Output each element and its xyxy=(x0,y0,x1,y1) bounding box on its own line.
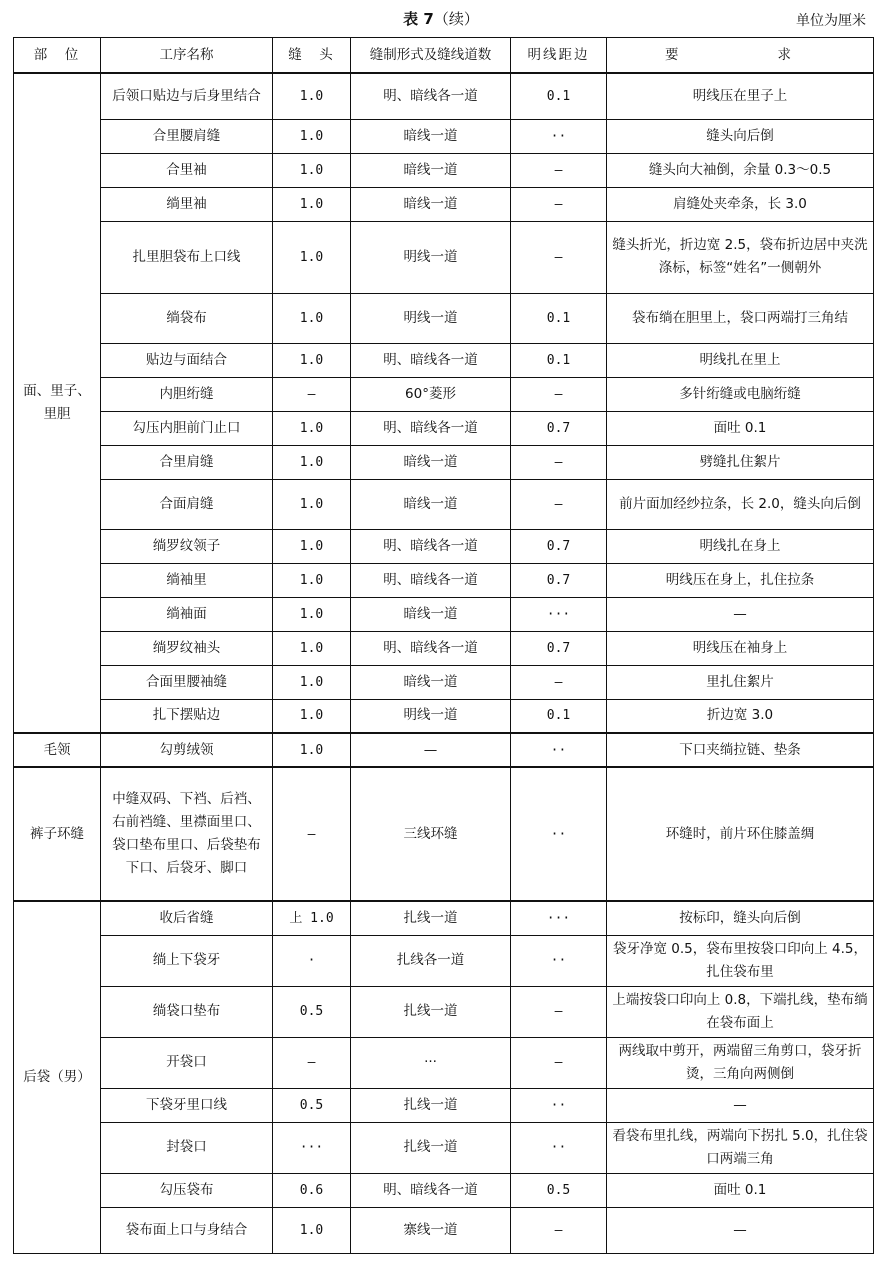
topstitch-distance-cell: — xyxy=(511,986,607,1037)
header-topstitch-distance: 明线距边 xyxy=(511,38,607,74)
stitch-form-cell: 寨线一道 xyxy=(351,1207,511,1253)
process-cell: 绱袖面 xyxy=(101,597,273,631)
table-row xyxy=(14,221,874,293)
requirement-cell: 折边宽 3.0 xyxy=(607,699,874,733)
stitch-form-cell: 明、暗线各一道 xyxy=(351,343,511,377)
table-row xyxy=(14,767,874,901)
process-cell: 合里腰肩缝 xyxy=(101,119,273,153)
requirement-cell: 明线压在袖身上 xyxy=(607,631,874,665)
seam-allowance-cell: 1.0 xyxy=(273,631,351,665)
table-title-text: 表 7 xyxy=(403,10,434,28)
process-cell: 扎下摆贴边 xyxy=(101,699,273,733)
stitch-form-cell: 明、暗线各一道 xyxy=(351,563,511,597)
process-cell: 中缝双码、下裆、后裆、右前裆缝、里襟面里口、袋口垫布里口、后袋垫布下口、后袋牙、脚口 xyxy=(101,767,273,901)
stitch-form-cell: — xyxy=(351,733,511,767)
process-cell: 合里肩缝 xyxy=(101,445,273,479)
process-cell: 绱袋口垫布 xyxy=(101,986,273,1037)
table-row xyxy=(14,563,874,597)
seam-allowance-cell: 1.0 xyxy=(273,479,351,529)
requirement-cell: 明线压在身上，扎住拉条 xyxy=(607,563,874,597)
process-cell: 贴边与面结合 xyxy=(101,343,273,377)
seam-allowance-cell: 1.0 xyxy=(273,343,351,377)
table-row xyxy=(14,699,874,733)
process-cell: 内胆绗缝 xyxy=(101,377,273,411)
seam-allowance-cell: 1.0 xyxy=(273,119,351,153)
requirement-cell: 劈缝扎住絮片 xyxy=(607,445,874,479)
requirement-cell: 多针绗缝或电脑绗缝 xyxy=(607,377,874,411)
seam-allowance-cell: 1.0 xyxy=(273,221,351,293)
part-cell: 毛领 xyxy=(14,733,101,767)
table-row xyxy=(14,187,874,221)
process-cell: 绱袖里 xyxy=(101,563,273,597)
seam-allowance-cell: 0.6 xyxy=(273,1173,351,1207)
requirement-cell: 按标印，缝头向后倒 xyxy=(607,901,874,935)
topstitch-distance-cell: 0.1 xyxy=(511,73,607,119)
process-cell: 合里袖 xyxy=(101,153,273,187)
requirement-cell: 明线扎在里上 xyxy=(607,343,874,377)
requirement-cell: 下口夹绱拉链、垫条 xyxy=(607,733,874,767)
seam-allowance-cell: 1.0 xyxy=(273,597,351,631)
table-header-row xyxy=(14,38,874,74)
stitch-form-cell: 扎线一道 xyxy=(351,986,511,1037)
table-row xyxy=(14,901,874,935)
process-cell: 绱里袖 xyxy=(101,187,273,221)
stitch-form-cell: 明、暗线各一道 xyxy=(351,411,511,445)
table-row xyxy=(14,411,874,445)
table-row xyxy=(14,343,874,377)
stitch-form-cell: 明线一道 xyxy=(351,221,511,293)
process-cell: 绱罗纹领子 xyxy=(101,529,273,563)
table-row xyxy=(14,733,874,767)
requirement-cell: 缝头向大袖倒，余量 0.3～0.5 xyxy=(607,153,874,187)
requirement-cell: 明线压在里子上 xyxy=(607,73,874,119)
topstitch-distance-cell: 0.1 xyxy=(511,343,607,377)
seam-allowance-cell: 1.0 xyxy=(273,73,351,119)
process-cell: 勾剪绒领 xyxy=(101,733,273,767)
requirement-cell: 看袋布里扎线，两端向下拐扎 5.0，扎住袋口两端三角 xyxy=(607,1122,874,1173)
sewing-spec-table xyxy=(13,37,874,1254)
topstitch-distance-cell: ··· xyxy=(511,597,607,631)
topstitch-distance-cell: 0.1 xyxy=(511,293,607,343)
seam-allowance-cell: 1.0 xyxy=(273,563,351,597)
topstitch-distance-cell: 0.7 xyxy=(511,529,607,563)
requirement-cell: 上端按袋口印向上 0.8，下端扎线，垫布绱在袋布面上 xyxy=(607,986,874,1037)
header-stitch-form: 缝制形式及缝线道数 xyxy=(351,38,511,74)
stitch-form-cell: 暗线一道 xyxy=(351,119,511,153)
unit-note: 单位为厘米 xyxy=(796,13,866,29)
table-row xyxy=(14,1037,874,1088)
part-cell: 裤子环缝 xyxy=(14,767,101,901)
stitch-form-cell: 三线环缝 xyxy=(351,767,511,901)
topstitch-distance-cell: — xyxy=(511,479,607,529)
requirement-cell: 缝头折光，折边宽 2.5，袋布折边居中夹洗涤标，标签“姓名”一侧朝外 xyxy=(607,221,874,293)
topstitch-distance-cell: ·· xyxy=(511,119,607,153)
process-cell: 扎里胆袋布上口线 xyxy=(101,221,273,293)
seam-allowance-cell: · xyxy=(273,935,351,986)
seam-allowance-cell: — xyxy=(273,377,351,411)
topstitch-distance-cell: 0.1 xyxy=(511,699,607,733)
stitch-form-cell: 扎线各一道 xyxy=(351,935,511,986)
stitch-form-cell: 明、暗线各一道 xyxy=(351,529,511,563)
table-row xyxy=(14,986,874,1037)
table-row xyxy=(14,73,874,119)
table-row xyxy=(14,445,874,479)
header-process: 工序名称 xyxy=(101,38,273,74)
table-row xyxy=(14,631,874,665)
topstitch-distance-cell: — xyxy=(511,377,607,411)
process-cell: 袋布面上口与身结合 xyxy=(101,1207,273,1253)
topstitch-distance-cell: — xyxy=(511,221,607,293)
requirement-cell: 明线扎在身上 xyxy=(607,529,874,563)
header-seam-allowance: 缝 头 xyxy=(273,38,351,74)
requirement-cell: 袋布绱在胆里上，袋口两端打三角结 xyxy=(607,293,874,343)
process-cell: 后领口贴边与后身里结合 xyxy=(101,73,273,119)
topstitch-distance-cell: — xyxy=(511,153,607,187)
table-row xyxy=(14,153,874,187)
topstitch-distance-cell: — xyxy=(511,665,607,699)
stitch-form-cell: 扎线一道 xyxy=(351,1088,511,1122)
topstitch-distance-cell: — xyxy=(511,445,607,479)
table-row xyxy=(14,479,874,529)
table-title xyxy=(0,8,882,29)
table-body xyxy=(14,73,874,1253)
table-row xyxy=(14,597,874,631)
topstitch-distance-cell: ·· xyxy=(511,1122,607,1173)
stitch-form-cell: 明线一道 xyxy=(351,699,511,733)
requirement-cell: 缝头向后倒 xyxy=(607,119,874,153)
seam-allowance-cell: 0.5 xyxy=(273,1088,351,1122)
table-row xyxy=(14,665,874,699)
seam-allowance-cell: 1.0 xyxy=(273,293,351,343)
seam-allowance-cell: 上 1.0 xyxy=(273,901,351,935)
part-cell: 后袋（男） xyxy=(14,901,101,1253)
process-cell: 绱袋布 xyxy=(101,293,273,343)
stitch-form-cell: 明、暗线各一道 xyxy=(351,1173,511,1207)
topstitch-distance-cell: 0.7 xyxy=(511,631,607,665)
header-part: 部 位 xyxy=(14,38,101,74)
process-cell: 合面肩缝 xyxy=(101,479,273,529)
process-cell: 合面里腰袖缝 xyxy=(101,665,273,699)
process-cell: 勾压袋布 xyxy=(101,1173,273,1207)
table-row xyxy=(14,1122,874,1173)
process-cell: 封袋口 xyxy=(101,1122,273,1173)
table-row xyxy=(14,119,874,153)
table-row xyxy=(14,1088,874,1122)
seam-allowance-cell: 1.0 xyxy=(273,1207,351,1253)
topstitch-distance-cell: ·· xyxy=(511,935,607,986)
part-cell: 面、里子、里胆 xyxy=(14,73,101,733)
topstitch-distance-cell: — xyxy=(511,1037,607,1088)
seam-allowance-cell: 1.0 xyxy=(273,445,351,479)
topstitch-distance-cell: ·· xyxy=(511,767,607,901)
process-cell: 绱上下袋牙 xyxy=(101,935,273,986)
requirement-cell: — xyxy=(607,1207,874,1253)
stitch-form-cell: 明、暗线各一道 xyxy=(351,631,511,665)
stitch-form-cell: ··· xyxy=(351,1037,511,1088)
topstitch-distance-cell: — xyxy=(511,1207,607,1253)
requirement-cell: 环缝时，前片环住膝盖绸 xyxy=(607,767,874,901)
seam-allowance-cell: — xyxy=(273,1037,351,1088)
requirement-cell: — xyxy=(607,597,874,631)
requirement-cell: — xyxy=(607,1088,874,1122)
topstitch-distance-cell: ·· xyxy=(511,1088,607,1122)
requirement-cell: 前片面加经纱拉条，长 2.0，缝头向后倒 xyxy=(607,479,874,529)
requirement-cell: 面吐 0.1 xyxy=(607,1173,874,1207)
table-title-continued: （续） xyxy=(433,10,479,28)
seam-allowance-cell: 1.0 xyxy=(273,187,351,221)
seam-allowance-cell: 1.0 xyxy=(273,153,351,187)
stitch-form-cell: 扎线一道 xyxy=(351,901,511,935)
topstitch-distance-cell: 0.7 xyxy=(511,563,607,597)
stitch-form-cell: 60°菱形 xyxy=(351,377,511,411)
stitch-form-cell: 暗线一道 xyxy=(351,445,511,479)
header-requirements: 要 求 xyxy=(607,38,874,74)
table-row xyxy=(14,1207,874,1253)
table-row xyxy=(14,1173,874,1207)
seam-allowance-cell: 1.0 xyxy=(273,733,351,767)
table-row xyxy=(14,529,874,563)
topstitch-distance-cell: ··· xyxy=(511,901,607,935)
seam-allowance-cell: ··· xyxy=(273,1122,351,1173)
process-cell: 绱罗纹袖头 xyxy=(101,631,273,665)
process-cell: 开袋口 xyxy=(101,1037,273,1088)
stitch-form-cell: 明线一道 xyxy=(351,293,511,343)
table-row xyxy=(14,293,874,343)
stitch-form-cell: 暗线一道 xyxy=(351,187,511,221)
stitch-form-cell: 扎线一道 xyxy=(351,1122,511,1173)
seam-allowance-cell: 0.5 xyxy=(273,986,351,1037)
process-cell: 勾压内胆前门止口 xyxy=(101,411,273,445)
topstitch-distance-cell: 0.5 xyxy=(511,1173,607,1207)
seam-allowance-cell: 1.0 xyxy=(273,699,351,733)
stitch-form-cell: 暗线一道 xyxy=(351,665,511,699)
seam-allowance-cell: 1.0 xyxy=(273,529,351,563)
table-row xyxy=(14,377,874,411)
requirement-cell: 里扎住絮片 xyxy=(607,665,874,699)
process-cell: 下袋牙里口线 xyxy=(101,1088,273,1122)
requirement-cell: 两线取中剪开，两端留三角剪口，袋牙折烫，三角向两侧倒 xyxy=(607,1037,874,1088)
seam-allowance-cell: 1.0 xyxy=(273,411,351,445)
stitch-form-cell: 暗线一道 xyxy=(351,479,511,529)
requirement-cell: 袋牙净宽 0.5，袋布里按袋口印向上 4.5，扎住袋布里 xyxy=(607,935,874,986)
table-row xyxy=(14,935,874,986)
process-cell: 收后省缝 xyxy=(101,901,273,935)
seam-allowance-cell: — xyxy=(273,767,351,901)
requirement-cell: 面吐 0.1 xyxy=(607,411,874,445)
topstitch-distance-cell: 0.7 xyxy=(511,411,607,445)
requirement-cell: 肩缝处夹牵条，长 3.0 xyxy=(607,187,874,221)
stitch-form-cell: 暗线一道 xyxy=(351,597,511,631)
topstitch-distance-cell: — xyxy=(511,187,607,221)
topstitch-distance-cell: ·· xyxy=(511,733,607,767)
stitch-form-cell: 明、暗线各一道 xyxy=(351,73,511,119)
stitch-form-cell: 暗线一道 xyxy=(351,153,511,187)
seam-allowance-cell: 1.0 xyxy=(273,665,351,699)
